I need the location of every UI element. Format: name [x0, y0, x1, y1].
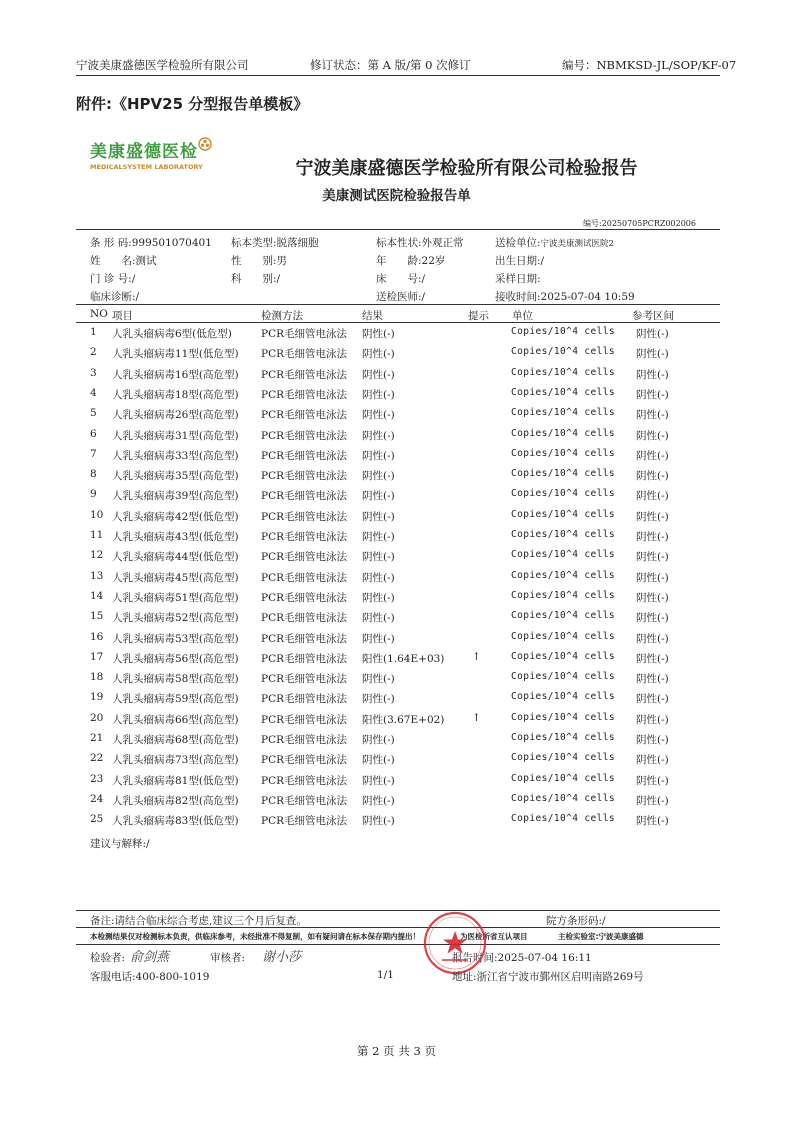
cell-item: 人乳头瘤病毒33型(高危型) — [112, 449, 239, 462]
cell-unit: Copies/10^4 cells — [511, 752, 616, 764]
cell-unit: Copies/10^4 cells — [511, 569, 616, 581]
table-row — [90, 407, 710, 427]
cell-unit: Copies/10^4 cells — [511, 427, 616, 439]
cell-ref: 阴性(-) — [636, 510, 669, 523]
cell-ref: 阴性(-) — [636, 348, 669, 361]
cell-item: 人乳头瘤病毒51型(高危型) — [112, 591, 239, 604]
cell-unit: Copies/10^4 cells — [511, 488, 616, 500]
table-row — [90, 468, 710, 488]
cell-result: 阴性(-) — [362, 571, 395, 584]
cell-no: 21 — [90, 732, 104, 744]
col-ref: 参考区间 — [632, 310, 674, 322]
cell-method: PCR毛细管电泳法 — [261, 470, 348, 483]
sender-value: 宁波美康测试医院2 — [540, 239, 614, 249]
cell-item: 人乳头瘤病毒35型(高危型) — [112, 470, 239, 483]
cell-no: 15 — [90, 610, 104, 623]
cell-result: 阴性(-) — [362, 368, 395, 381]
cell-result: 阴性(-) — [362, 551, 395, 564]
inspector-label: 检验者: — [90, 952, 126, 964]
cell-unit: Copies/10^4 cells — [511, 508, 616, 520]
cell-method: PCR毛细管电泳法 — [261, 429, 348, 442]
cell-ref: 阴性(-) — [636, 754, 669, 767]
cell-result: 阳性(3.67E+02) — [362, 713, 445, 726]
cell-item: 人乳头瘤病毒6型(低危型) — [112, 328, 232, 340]
sample-property: 标本性状:外观正常 — [376, 237, 464, 249]
results-table-header — [90, 308, 710, 328]
cell-no: 6 — [90, 427, 97, 440]
cell-result: 阴性(-) — [362, 734, 395, 746]
cell-no: 12 — [90, 549, 104, 562]
table-row — [90, 671, 710, 691]
cell-unit: Copies/10^4 cells — [511, 650, 616, 662]
cell-unit: Copies/10^4 cells — [511, 386, 616, 398]
table-top-divider — [76, 304, 720, 305]
cell-item: 人乳头瘤病毒44型(低危型) — [112, 551, 239, 564]
cell-item: 人乳头瘤病毒82型(高危型) — [112, 794, 239, 807]
receive-time: 接收时间:2025-07-04 10:59 — [495, 291, 635, 303]
table-row — [90, 813, 710, 833]
barcode: 条 形 码:999501070401 — [90, 237, 212, 249]
clinic-number: 门 诊 号:/ — [90, 273, 136, 285]
cell-method: PCR毛细管电泳法 — [261, 652, 348, 665]
col-item: 项目 — [112, 310, 133, 322]
cell-ref: 阴性(-) — [636, 591, 669, 604]
cell-no: 7 — [90, 447, 97, 460]
cell-result: 阴性(-) — [362, 429, 395, 442]
cell-method: PCR毛细管电泳法 — [261, 409, 348, 422]
table-row — [90, 590, 710, 610]
cell-method: PCR毛细管电泳法 — [261, 794, 348, 807]
cell-unit: Copies/10^4 cells — [511, 732, 616, 743]
main-lab: 主检实验室:宁波美康盛德 — [558, 932, 644, 941]
cell-no: 17 — [90, 650, 104, 663]
mutual-recognition: 为医检所省互认项目 — [460, 932, 528, 941]
cell-unit: Copies/10^4 cells — [511, 711, 616, 723]
report-number: 编号:20250705PCRZ002006 — [582, 219, 696, 228]
cell-ref: 阴性(-) — [636, 815, 669, 828]
reviewer-signature: 谢小莎 — [262, 950, 302, 965]
cell-method: PCR毛细管电泳法 — [261, 388, 348, 401]
cell-ref: 阴性(-) — [636, 449, 669, 462]
logo-text-cn: 美康盛德医检 — [90, 142, 198, 162]
cell-ref: 阴性(-) — [636, 409, 669, 422]
cell-ref: 阴性(-) — [636, 673, 669, 686]
footer-bottom-divider — [76, 944, 720, 945]
cell-item: 人乳头瘤病毒68型(高危型) — [112, 734, 239, 746]
table-row — [90, 773, 710, 793]
cell-unit: Copies/10^4 cells — [511, 792, 616, 804]
cell-ref: 阴性(-) — [636, 490, 669, 503]
cell-method: PCR毛细管电泳法 — [261, 754, 348, 767]
cell-unit: Copies/10^4 cells — [511, 610, 616, 622]
cell-no: 25 — [90, 813, 104, 826]
table-row — [90, 448, 710, 468]
cell-item: 人乳头瘤病毒16型(高危型) — [112, 368, 239, 381]
cell-ref: 阴性(-) — [636, 713, 669, 726]
hospital-barcode: 院方条形码:/ — [546, 915, 606, 927]
table-row — [90, 793, 710, 813]
table-row — [90, 752, 710, 772]
cell-result: 阴性(-) — [362, 693, 395, 706]
cell-result: 阴性(-) — [362, 774, 395, 787]
footer-top-divider — [76, 910, 720, 911]
cell-method: PCR毛细管电泳法 — [261, 713, 348, 726]
collect-date: 采样日期: — [495, 273, 541, 285]
table-row — [90, 549, 710, 569]
attachment-title: 附件:《HPV25 分型报告单模板》 — [76, 95, 309, 113]
cell-no: 19 — [90, 691, 104, 704]
cell-item: 人乳头瘤病毒39型(高危型) — [112, 490, 239, 503]
table-row — [90, 428, 710, 448]
cell-no: 24 — [90, 792, 104, 805]
cell-ref: 阴性(-) — [636, 429, 669, 442]
footer-mid-divider — [76, 927, 720, 928]
cell-unit: Copies/10^4 cells — [511, 691, 616, 703]
cell-item: 人乳头瘤病毒11型(低危型) — [112, 348, 239, 361]
cell-item: 人乳头瘤病毒73型(高危型) — [112, 754, 239, 767]
report-subtitle: 美康测试医院检验报告单 — [322, 188, 471, 204]
header-divider — [76, 75, 720, 76]
report-time: 报告时间:2025-07-04 16:11 — [452, 952, 592, 964]
cell-item: 人乳头瘤病毒26型(高危型) — [112, 409, 239, 422]
patient-name: 姓 名:测试 — [90, 255, 157, 267]
col-unit: 单位 — [512, 310, 533, 322]
cell-method: PCR毛细管电泳法 — [261, 571, 348, 584]
cell-ref: 阴性(-) — [636, 632, 669, 645]
cell-ref: 阴性(-) — [636, 774, 669, 787]
hotline: 客服电话:400-800-1019 — [90, 971, 210, 983]
cell-result: 阴性(-) — [362, 632, 395, 645]
logo-text-en: MEDICALSYSTEM LABORATORY — [90, 163, 203, 171]
cell-item: 人乳头瘤病毒45型(高危型) — [112, 571, 239, 584]
cell-unit: Copies/10^4 cells — [511, 447, 616, 459]
table-row — [90, 610, 710, 630]
cell-no: 1 — [90, 326, 97, 338]
cell-no: 8 — [90, 468, 97, 481]
col-no: NO — [90, 308, 108, 320]
cell-result: 阴性(-) — [362, 754, 395, 767]
cell-method: PCR毛细管电泳法 — [261, 734, 348, 746]
col-method: 检测方法 — [261, 310, 303, 322]
sender-label: 送检单位: — [495, 237, 541, 249]
table-row — [90, 732, 710, 752]
page-of: 1/1 — [377, 969, 394, 981]
cell-result: 阴性(-) — [362, 409, 395, 422]
cell-method: PCR毛细管电泳法 — [261, 368, 348, 381]
cell-unit: Copies/10^4 cells — [511, 468, 616, 480]
advice: 建议与解释:/ — [90, 838, 150, 850]
cell-ref: 阴性(-) — [636, 794, 669, 807]
cell-method: PCR毛细管电泳法 — [261, 551, 348, 564]
cell-method: PCR毛细管电泳法 — [261, 774, 348, 787]
cell-ref: 阴性(-) — [636, 531, 669, 543]
cell-result: 阳性(1.64E+03) — [362, 652, 445, 665]
cell-unit: Copies/10^4 cells — [511, 529, 616, 540]
cell-result: 阴性(-) — [362, 591, 395, 604]
cell-ref: 阴性(-) — [636, 388, 669, 401]
sample-type: 标本类型:脱落细胞 — [231, 237, 319, 249]
header-revision: 修订状态：第 A 版/第 0 次修订 — [310, 58, 471, 72]
cell-method: PCR毛细管电泳法 — [261, 510, 348, 523]
table-row — [90, 570, 710, 590]
cell-no: 5 — [90, 407, 97, 420]
reviewer-label: 审核者: — [210, 952, 246, 964]
cell-method: PCR毛细管电泳法 — [261, 449, 348, 462]
cell-no: 20 — [90, 711, 104, 724]
cell-ref: 阴性(-) — [636, 693, 669, 706]
table-row — [90, 367, 710, 387]
cell-method: PCR毛细管电泳法 — [261, 815, 348, 828]
cell-unit: Copies/10^4 cells — [511, 407, 616, 419]
table-row — [90, 691, 710, 711]
cell-method: PCR毛细管电泳法 — [261, 531, 348, 543]
cell-item: 人乳头瘤病毒43型(低危型) — [112, 531, 239, 543]
cell-item: 人乳头瘤病毒52型(高危型) — [112, 612, 239, 625]
cell-item: 人乳头瘤病毒66型(高危型) — [112, 713, 239, 726]
cell-method: PCR毛细管电泳法 — [261, 328, 348, 340]
cell-flag: ↑ — [472, 650, 481, 663]
cell-item: 人乳头瘤病毒53型(高危型) — [112, 632, 239, 645]
cell-item: 人乳头瘤病毒42型(低危型) — [112, 510, 239, 523]
cell-result: 阴性(-) — [362, 388, 395, 401]
cell-item: 人乳头瘤病毒59型(高危型) — [112, 693, 239, 706]
cell-method: PCR毛细管电泳法 — [261, 490, 348, 503]
page-number: 第 2 页 共 3 页 — [357, 1044, 436, 1058]
cell-no: 9 — [90, 488, 97, 501]
cell-ref: 阴性(-) — [636, 734, 669, 746]
clinical-diagnosis: 临床诊断:/ — [90, 291, 140, 303]
cell-method: PCR毛细管电泳法 — [261, 348, 348, 361]
cell-result: 阴性(-) — [362, 490, 395, 503]
table-row — [90, 509, 710, 529]
patient-sex: 性 别:男 — [231, 255, 288, 267]
cell-ref: 阴性(-) — [636, 612, 669, 625]
cell-result: 阴性(-) — [362, 510, 395, 523]
cell-method: PCR毛细管电泳法 — [261, 673, 348, 686]
cell-unit: Copies/10^4 cells — [511, 630, 616, 642]
cell-unit: Copies/10^4 cells — [511, 671, 616, 683]
cell-method: PCR毛细管电泳法 — [261, 612, 348, 625]
cell-method: PCR毛细管电泳法 — [261, 632, 348, 645]
cell-no: 10 — [90, 508, 104, 521]
cell-ref: 阴性(-) — [636, 652, 669, 665]
cell-no: 14 — [90, 589, 104, 602]
cell-item: 人乳头瘤病毒56型(高危型) — [112, 652, 239, 665]
cell-result: 阴性(-) — [362, 612, 395, 625]
cell-result: 阴性(-) — [362, 328, 395, 340]
logo-flower-icon — [198, 137, 212, 151]
table-row — [90, 488, 710, 508]
sending-doctor: 送检医师:/ — [376, 291, 426, 303]
department: 科 别:/ — [231, 273, 281, 285]
cell-unit: Copies/10^4 cells — [511, 366, 616, 378]
sender-unit — [495, 235, 614, 250]
official-stamp-icon — [422, 910, 488, 976]
cell-no: 3 — [90, 366, 97, 379]
cell-result: 阴性(-) — [362, 815, 395, 828]
cell-unit: Copies/10^4 cells — [511, 346, 616, 358]
cell-method: PCR毛细管电泳法 — [261, 591, 348, 604]
col-result: 结果 — [362, 310, 383, 322]
cell-result: 阴性(-) — [362, 449, 395, 462]
header-company: 宁波美康盛德医学检验所有限公司 — [76, 58, 249, 72]
report-title: 宁波美康盛德医学检验所有限公司检验报告 — [295, 158, 638, 179]
cell-result: 阴性(-) — [362, 794, 395, 807]
cell-ref: 阴性(-) — [636, 368, 669, 381]
table-row — [90, 712, 710, 732]
cell-no: 11 — [90, 529, 104, 541]
cell-unit: Copies/10^4 cells — [511, 813, 616, 825]
cell-item: 人乳头瘤病毒81型(低危型) — [112, 774, 239, 787]
table-row — [90, 387, 710, 407]
cell-no: 13 — [90, 569, 104, 582]
inspector-signature: 俞剑燕 — [130, 950, 170, 965]
cell-item: 人乳头瘤病毒83型(低危型) — [112, 815, 239, 828]
cell-item: 人乳头瘤病毒58型(高危型) — [112, 673, 239, 686]
cell-unit: Copies/10^4 cells — [511, 326, 616, 337]
cell-ref: 阴性(-) — [636, 551, 669, 564]
cell-no: 23 — [90, 772, 104, 785]
cell-result: 阴性(-) — [362, 531, 395, 543]
cell-flag: ↑ — [472, 711, 481, 724]
cell-no: 18 — [90, 671, 104, 684]
cell-no: 16 — [90, 630, 104, 643]
patient-age: 年 龄:22岁 — [376, 255, 446, 267]
cell-item: 人乳头瘤病毒31型(高危型) — [112, 429, 239, 442]
table-row — [90, 529, 710, 549]
cell-result: 阴性(-) — [362, 673, 395, 686]
info-top-divider — [76, 229, 720, 230]
cell-ref: 阴性(-) — [636, 571, 669, 584]
cell-ref: 阴性(-) — [636, 470, 669, 483]
cell-ref: 阴性(-) — [636, 328, 669, 340]
birth-date: 出生日期:/ — [495, 255, 545, 267]
bed-number: 床 号:/ — [376, 273, 426, 285]
table-row — [90, 651, 710, 671]
cell-no: 4 — [90, 386, 97, 399]
header-code: 编号：NBMKSD-JL/SOP/KF-07 — [562, 58, 737, 72]
table-row — [90, 326, 710, 346]
cell-method: PCR毛细管电泳法 — [261, 693, 348, 706]
footer-remark: 备注:请结合临床综合考虑,建议三个月后复查。 — [90, 915, 307, 927]
cell-result: 阴性(-) — [362, 348, 395, 361]
table-header-divider — [76, 322, 720, 323]
cell-result: 阴性(-) — [362, 470, 395, 483]
cell-no: 22 — [90, 752, 104, 765]
cell-no: 2 — [90, 346, 97, 359]
col-flag: 提示 — [468, 310, 489, 322]
cell-unit: Copies/10^4 cells — [511, 589, 616, 601]
table-row — [90, 346, 710, 366]
disclaimer: 本检测结果仅对检测标本负责，供临床参考，未经批准不得复制，如有疑问请在标本保存期内提出！ — [90, 932, 420, 941]
cell-item: 人乳头瘤病毒18型(高危型) — [112, 388, 239, 401]
table-row — [90, 631, 710, 651]
cell-unit: Copies/10^4 cells — [511, 549, 616, 561]
lab-address: 地址:浙江省宁波市鄞州区启明南路269号 — [452, 971, 644, 983]
cell-unit: Copies/10^4 cells — [511, 772, 616, 784]
